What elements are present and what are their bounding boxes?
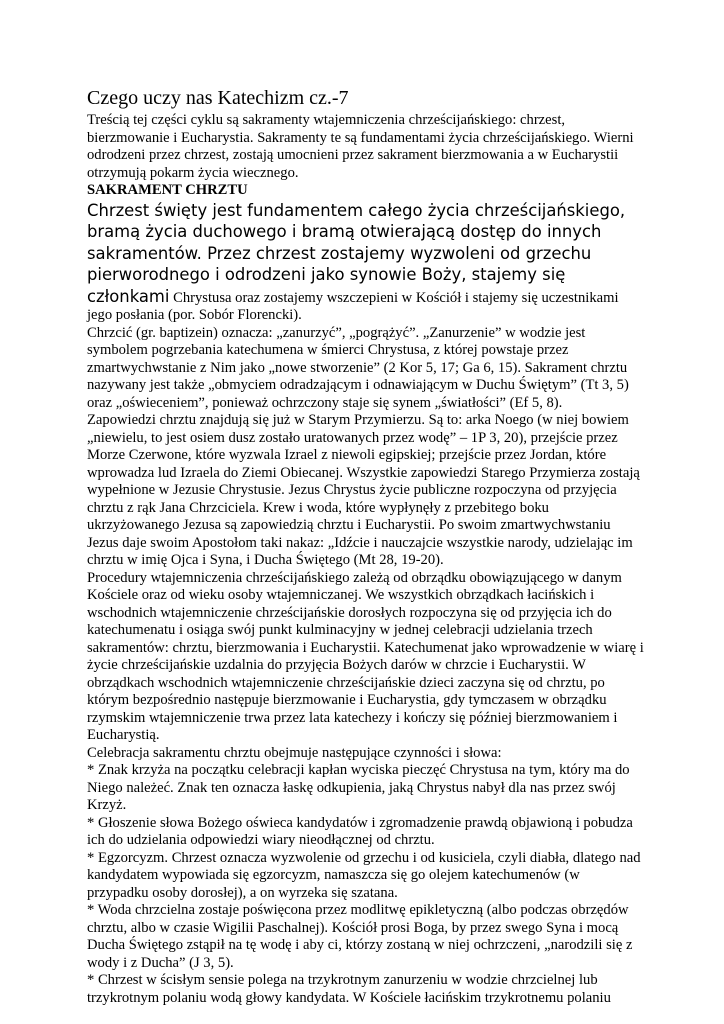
paragraph-zapowiedzi: Zapowiedzi chrztu znajdują się już w Starym Przymierzu. Są to: arka Noego (w niej bowiem „niewielu, to jest osiem dusz zostało uratowanych przez wodę” – 1P 3, 20), przejście przez Morze Czerwone, które wyzwala Izrael z niewoli egipskiej; przejście przez Jordan, które wprowadza lud Izraela do Ziemi Obiecanej. Wszystkie zapowiedzi Starego Przymierza zostają wypełnione w Jezusie Chrystusie. Jezus Chrystus życie publiczne rozpoczyna od przyjęcia chrztu z rąk Jana Chrzciciela. Krew i woda, które wypłynęły z przebitego boku ukrzyżowanego Jezusa są zapowiedzią chrztu i Eucharystii. Po swoim zmartwychwstaniu Jezus daje swoim Apostołom taki nakaz: „Idźcie i nauczajcie wszystkie narody, udzielając im chrztu w imię Ojca i Syna, i Ducha Świętego (Mt 28, 19-20). bbox=[87, 412, 640, 568]
lead-paragraph bbox=[87, 200, 644, 325]
list-item-woda-chrzcielna: * Woda chrzcielna zostaje poświęcona przez modlitwę epikletyczną (albo podczas obrzędów chrztu, albo w czasie Wigilii Paschalnej). Kościół prosi Boga, by przez swego Syna i mocą Ducha Świętego zstąpił na tę wodę i aby ci, którzy zostaną w niej ochrzczeni, „narodzili się z wody i z Ducha” (J 3, 5). bbox=[87, 902, 633, 971]
paragraph-procedury: Procedury wtajemniczenia chrześcijańskiego zależą od obrządku obowiązującego w danym Kościele oraz od wieku osoby wtajemniczanej. We wszystkich obrządkach łacińskich i wschodnich wtajemniczenie chrześcijańskie dorosłych rozpoczyna się od przyjęcia ich do katechumenatu i osiąga swój punkt kulminacyjny w jednej celebracji udzielania trzech sakramentów: chrztu, bierzmowania i Eucharystii. Katechumenat jako wprowadzenie w wiarę i życie chrześcijańskie uzdalnia do przyjęcia Bożych darów w chrzcie i Eucharystii. W obrządkach wschodnich wtajemniczenie chrześcijańskie dzieci zaczyna się od chrztu, po którym bezpośrednio następuje bierzmowanie i Eucharystia, gdy tymczasem w obrządku rzymskim wtajemniczenie trwa przez lata katechezy i kończy się później bierzmowaniem i Eucharystią. bbox=[87, 569, 644, 743]
list-item-znak-krzyza: * Znak krzyża na początku celebracji kapłan wyciska pieczęć Chrystusa na tym, który ma do Niego należeć. Znak ten oznacza łaskę odkupienia, jaką Chrystus nabył dla nas przez swój Krzyż. bbox=[87, 762, 630, 813]
list-item-egzorcyzm: * Egzorcyzm. Chrzest oznacza wyzwolenie od grzechu i od kusiciela, czyli diabła, dlatego nad kandydatem wypowiada się egzorcyzm, namaszcza się go olejem katechumenów (w przypadku osoby dorosłej), a on wyrzeka się szatana. bbox=[87, 849, 641, 901]
list-item-chrzest: * Chrzest w ścisłym sensie polega na trzykrotnym zanurzeniu w wodzie chrzcielnej lub trzykrotnym polaniu wodą głowy kandydata. W Kościele łacińskim trzykrotnemu polaniu bbox=[87, 972, 611, 1006]
intro-paragraph: Treścią tej części cyklu są sakramenty wtajemniczenia chrześcijańskiego: chrzest, bierzmowanie i Eucharystia. Sakramenty te są fundamentami życia chrześcijańskiego. Wierni odrodzeni przez chrzest, zostają umocnieni przez sakrament bierzmowania a w Eucharystii otrzymują pokarm życia wiecznego. bbox=[87, 112, 634, 181]
lead-serif-text: Chrystusa oraz zostajemy wszczepieni w Kościół i stajemy się uczestnikami jego posłania (por. Sobór Florencki). bbox=[87, 289, 619, 323]
document-title: Czego uczy nas Katechizm cz.-7 bbox=[87, 87, 349, 109]
section-heading: SAKRAMENT CHRZTU bbox=[87, 182, 248, 198]
list-item-glosenie-slowa: * Głoszenie słowa Bożego oświeca kandydatów i zgromadzenie prawdą objawioną i pobudza ich do udzielania odpowiedzi wiary nieodłącznej od chrztu. bbox=[87, 814, 633, 848]
paragraph-chrzcic: Chrzcić (gr. baptizein) oznacza: „zanurzyć”, „pogrążyć”. „Zanurzenie” w wodzie jest symbolem pogrzebania katechumena w śmierci Chrystusa, z której powstaje przez zmartwychwstanie z Nim jako „nowe stworzenie” (2 Kor 5, 17; Ga 6, 15). Sakrament chrztu nazywany jest także „obmyciem odradzającym i odnawiającym w Duchu Świętym” (Tt 3, 5) oraz „oświeceniem”, ponieważ ochrzczony staje się synem „światłości” (Ef 5, 8). bbox=[87, 324, 629, 411]
lead-sans-text: Chrzest święty jest fundamentem całego życia chrześcijańskiego, bramą życia duchowego i bramą otwierającą dostęp do innych sakramentów. Przez chrzest zostajemy wyzwoleni od grzechu pierworodnego i odrodzeni jako synowie Boży, stajemy się członkami bbox=[87, 200, 626, 306]
paragraph-celebracja: Celebracja sakramentu chrztu obejmuje następujące czynności i słowa: bbox=[87, 744, 502, 761]
